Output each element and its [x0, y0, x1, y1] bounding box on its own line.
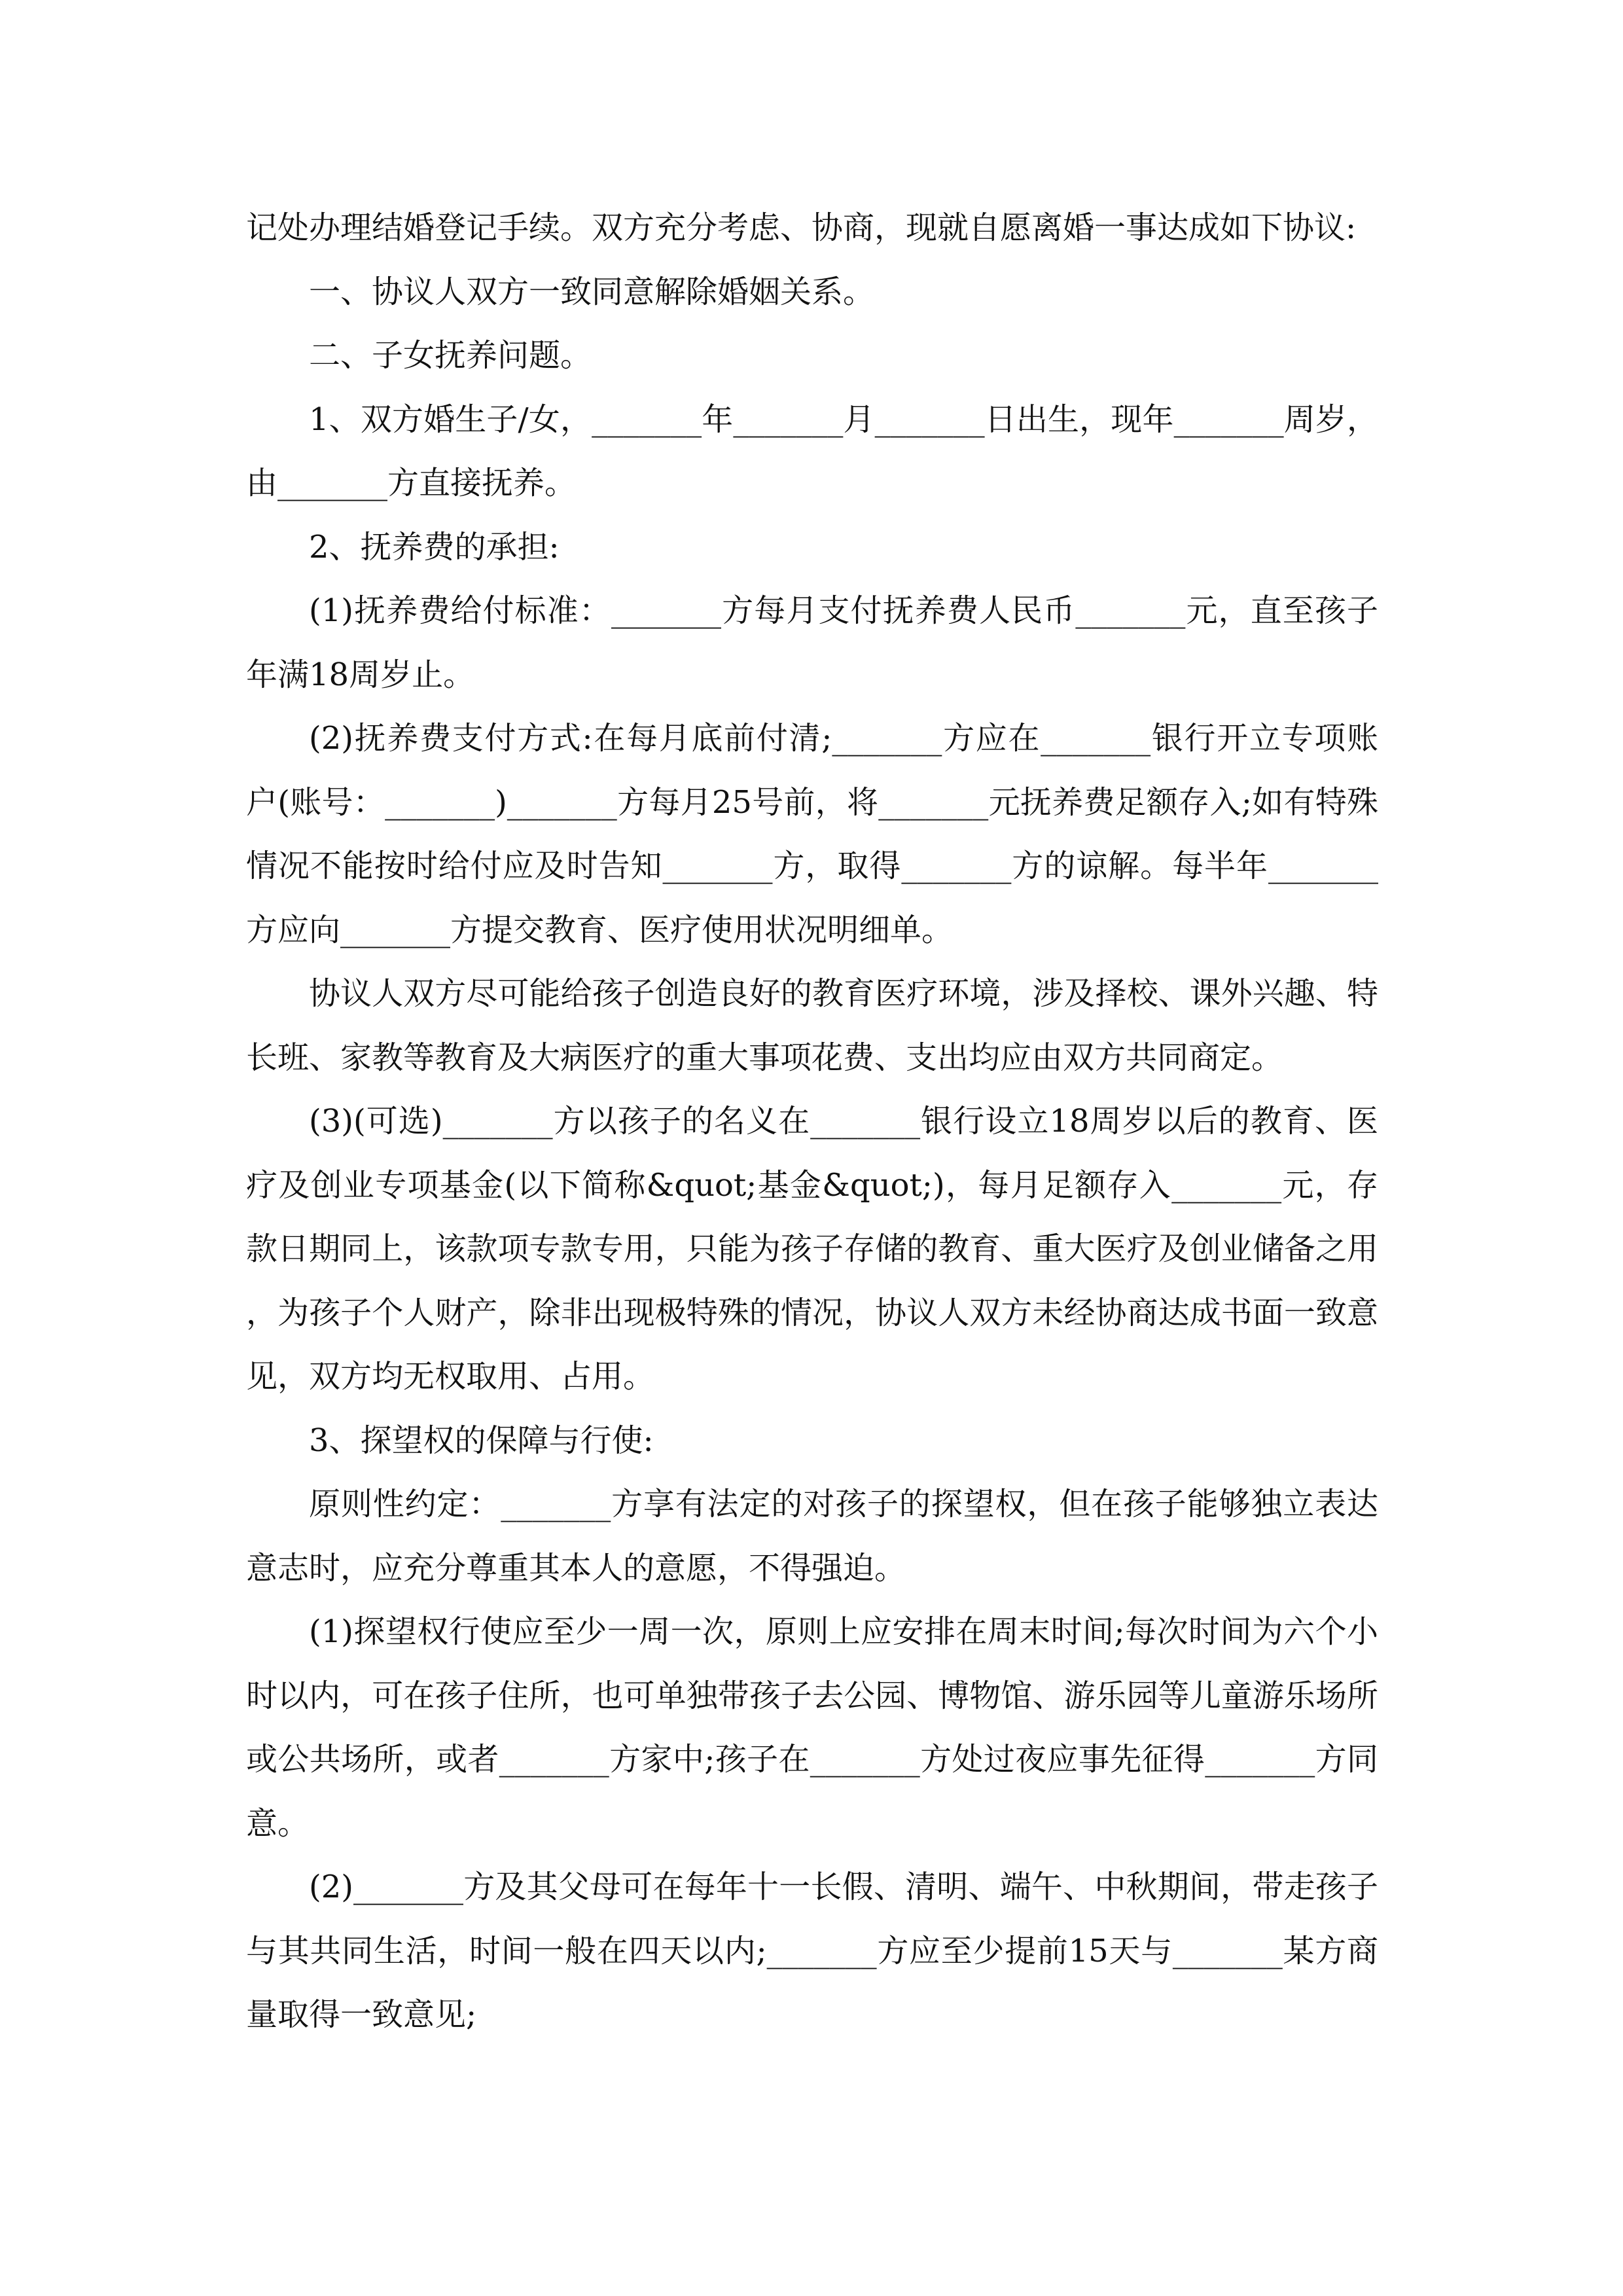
- paragraph-support-fee-heading: 2、抚养费的承担:: [309, 528, 560, 565]
- paragraph-education-medical: 协议人双方尽可能给孩子创造良好的教育医疗环境，涉及择校、课外兴趣、特长班、家教等教育及大病医疗的重大事项花费、支出均应由双方共同商定。: [246, 975, 1378, 1076]
- agreement-body: [246, 196, 1378, 2047]
- paragraph-visitation-principle: 原则性约定：_______方享有法定的对孩子的探望权，但在孩子能够独立表达意志时，应充分尊重其本人的意愿，不得强迫。: [246, 1486, 1378, 1587]
- paragraph-visitation-heading: 3、探望权的保障与行使:: [309, 1422, 654, 1459]
- paragraph-visitation-weekly: (1)探望权行使应至少一周一次，原则上应安排在周末时间;每次时间为六个小时以内，可在孩子住所，也可单独带孩子去公园、博物馆、游乐园等儿童游乐场所或公共场所，或者_______方家中;孩子在_______方处过夜应事先征得_______方同意。: [246, 1613, 1378, 1842]
- paragraph-intro-continuation: 记处办理结婚登记手续。双方充分考虑、协商，现就自愿离婚一事达成如下协议:: [246, 209, 1357, 246]
- paragraph-clause-two-heading: 二、子女抚养问题。: [309, 337, 592, 374]
- paragraph-child-birth-info: 1、双方婚生子/女，_______年_______月_______日出生，现年_______周岁，由_______方直接抚养。: [246, 401, 1378, 501]
- paragraph-visitation-holidays: (2)_______方及其父母可在每年十一长假、清明、端午、中秋期间，带走孩子与其共同生活，时间一般在四天以内;_______方应至少提前15天与_______某方商量取得一致意见;: [246, 1869, 1378, 2033]
- paragraph-support-fee-standard: (1)抚养费给付标准：_______方每月支付抚养费人民币_______元，直至孩子年满18周岁止。: [246, 592, 1378, 693]
- paragraph-clause-one: 一、协议人双方一致同意解除婚姻关系。: [309, 273, 875, 310]
- paragraph-optional-fund: (3)(可选)_______方以孩子的名义在_______银行设立18周岁以后的教育、医疗及创业专项基金(以下简称&quot;基金&quot;)，每月足额存入_______元，存款日期同上，该款项专款专用，只能为孩子存储的教育、重大医疗及创业储备之用，为孩子个人财产，除非出现极特殊的情况，协议人双方未经协商达成书面一致意见，双方均无权取用、占用。: [246, 1103, 1378, 1395]
- paragraph-support-fee-payment: (2)抚养费支付方式:在每月底前付清;_______方应在_______银行开立专项账户(账号：_______)_______方每月25号前，将_______元抚养费足额存入;如有特殊情况不能按时给付应及时告知_______方，取得_______方的谅解。每半年_______方应向_______方提交教育、医疗使用状况明细单。: [246, 720, 1378, 948]
